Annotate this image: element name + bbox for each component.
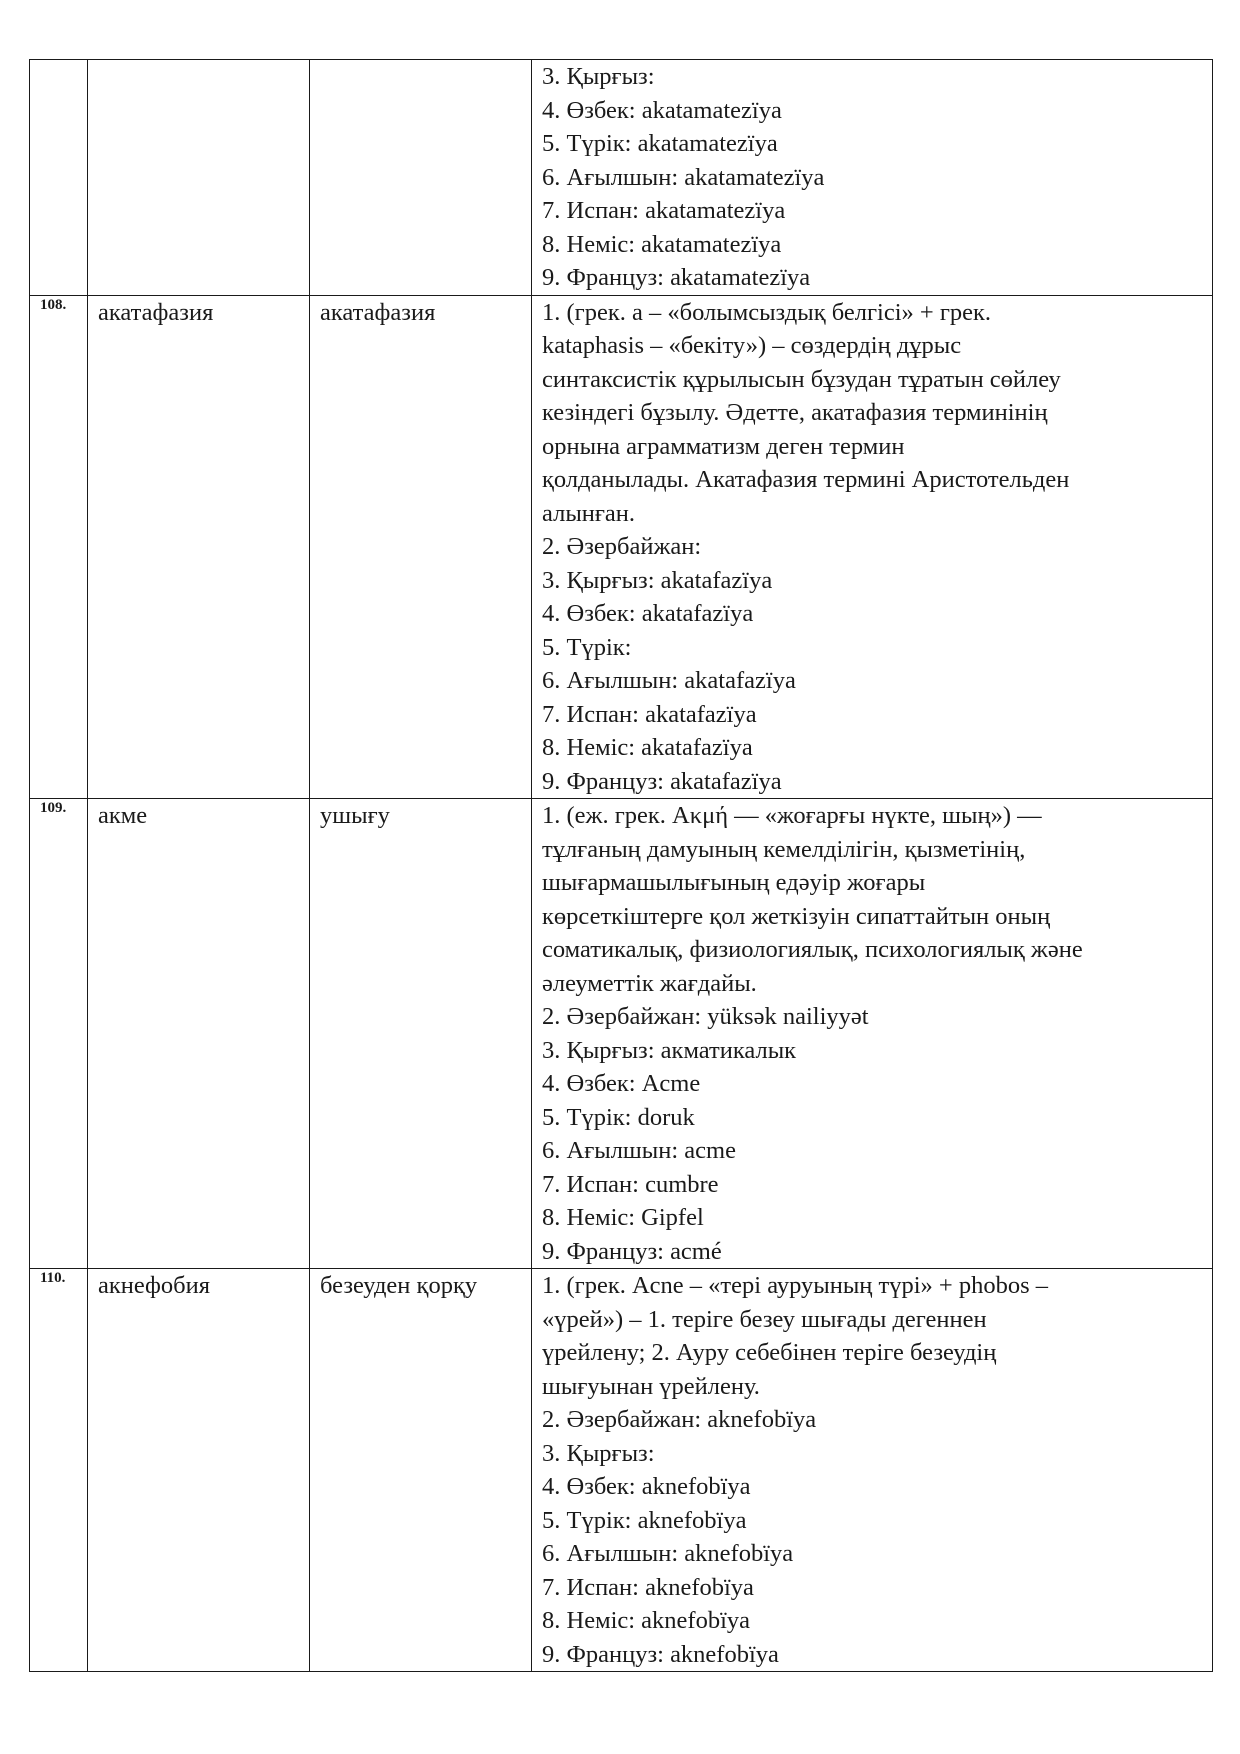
definition-line: 2. Әзербайжан: — [542, 533, 702, 560]
definition-cell — [532, 295, 1213, 799]
definition-line: тұлғаның дамуының кемелділігін, қызметінің, — [542, 835, 1026, 863]
entry-number: 109. — [40, 800, 67, 816]
term: акнефобия — [98, 1272, 211, 1299]
table-row — [30, 799, 1213, 1269]
definition-line: 6. Ағылшын: acme — [542, 1137, 736, 1164]
definition-line: 7. Испан: akatafazïya — [542, 700, 757, 728]
definition-line: 9. Француз: acmé — [542, 1237, 722, 1265]
entry-number-cell — [30, 60, 88, 296]
entry-number-cell — [30, 295, 88, 799]
term-cell — [88, 60, 310, 296]
term: акме — [98, 802, 148, 829]
definition-line: 4. Өзбек: aknefobïya — [542, 1473, 751, 1500]
definition-line: синтаксистік құрылысын бұзудан тұратын сөйлеу — [542, 365, 1061, 393]
term-cell — [88, 799, 310, 1269]
definition-line: қолданылады. Акатафазия термині Аристотельден — [542, 466, 1070, 493]
definition-line: 4. Өзбек: akatamatezïya — [542, 96, 782, 124]
definition-line: 2. Әзербайжан: aknefobïya — [542, 1406, 817, 1433]
table-row — [30, 60, 1213, 296]
definition-line: 1. (еж. грек. Ακμή — «жоғарғы нүкте, шың») — — [542, 802, 1042, 829]
translation-cell — [310, 60, 532, 296]
translation: акатафазия — [320, 298, 436, 326]
table-row — [30, 295, 1213, 799]
definition-line: 1. (грек. а – «болымсыздық белгісі» + грек. — [542, 298, 992, 326]
entry-number: 108. — [40, 296, 67, 313]
definition-line: 6. Ағылшын: aknefobïya — [542, 1540, 794, 1567]
definition-line: 3. Қырғыз: — [542, 63, 655, 90]
definition-line: 7. Испан: akatamatezïya — [542, 197, 786, 224]
definition-line: әлеуметтік жағдайы. — [542, 969, 757, 997]
definition — [532, 1269, 1212, 1671]
entry-number-cell — [30, 799, 88, 1269]
definition — [532, 296, 1212, 799]
definition-line: 5. Түрік: akatamatezïya — [542, 130, 778, 157]
definition-line: 5. Түрік: — [542, 633, 632, 661]
definition-line: 2. Әзербайжан: yüksək nailiyyət — [542, 1003, 869, 1030]
definition-line: 5. Түрік: aknefobïya — [542, 1506, 747, 1534]
glossary-table — [29, 59, 1213, 1672]
definition — [532, 60, 1212, 295]
definition-line: 7. Испан: cumbre — [542, 1170, 719, 1198]
definition-cell — [532, 799, 1213, 1269]
definition-line: 3. Қырғыз: акматикалык — [542, 1036, 797, 1064]
definition-line: шығармашылығының едәуір жоғары — [542, 869, 926, 896]
translation: ушығу — [320, 802, 390, 829]
translation-cell — [310, 295, 532, 799]
translation-cell — [310, 1269, 532, 1672]
definition-line: шығуынан үрейлену. — [542, 1372, 760, 1400]
glossary-table-body — [30, 60, 1213, 1672]
definition-cell — [532, 1269, 1213, 1672]
definition-line: орнына аграмматизм деген термин — [542, 432, 905, 460]
definition-line: 3. Қырғыз: akatafazïya — [542, 566, 773, 594]
definition-line: 4. Өзбек: akatafazïya — [542, 600, 754, 627]
definition-line: 8. Неміс: akatamatezïya — [542, 230, 782, 258]
definition-line: үрейлену; 2. Ауру себебінен теріге безеудің — [542, 1339, 997, 1366]
definition-line: 1. (грек. Acne – «тері ауруының түрі» + phobos – — [542, 1272, 1049, 1299]
definition-line: 3. Қырғыз: — [542, 1439, 655, 1467]
definition-line: 4. Өзбек: Acme — [542, 1070, 701, 1097]
table-row — [30, 1269, 1213, 1672]
definition-line: 8. Неміс: Gipfel — [542, 1204, 704, 1231]
definition-cell — [532, 60, 1213, 296]
translation: безеуден қорқу — [320, 1272, 478, 1299]
definition-line: 9. Француз: akatafazïya — [542, 767, 782, 795]
document-page — [29, 59, 1212, 1672]
entry-number: 110. — [40, 1270, 66, 1286]
definition-line: 5. Түрік: doruk — [542, 1103, 695, 1131]
definition-line: kataphasis – «бекіту») – сөздердің дұрыс — [542, 332, 962, 359]
definition-line: «үрей») – 1. теріге безеу шығады дегеннен — [542, 1305, 987, 1333]
definition-line: 9. Француз: aknefobïya — [542, 1640, 779, 1668]
definition-line: 6. Ағылшын: akatamatezïya — [542, 163, 825, 191]
definition-line: 8. Неміс: aknefobïya — [542, 1607, 751, 1634]
definition-line: 7. Испан: aknefobïya — [542, 1573, 754, 1601]
definition-line: 9. Француз: akatamatezïya — [542, 264, 811, 291]
term: акатафазия — [98, 298, 214, 326]
definition-line: 6. Ағылшын: akatafazïya — [542, 667, 796, 694]
definition-line: соматикалық, физиологиялық, психологиялық және — [542, 936, 1083, 963]
term-cell — [88, 295, 310, 799]
definition-line: алынған. — [542, 499, 636, 527]
definition-line: көрсеткіштерге қол жеткізуін сипаттайтын оның — [542, 902, 1051, 930]
entry-number-cell — [30, 1269, 88, 1672]
definition-line: кезіндегі бұзылу. Әдетте, акатафазия терминінің — [542, 399, 1048, 426]
term-cell — [88, 1269, 310, 1672]
translation-cell — [310, 799, 532, 1269]
definition — [532, 799, 1212, 1268]
definition-line: 8. Неміс: akatafazïya — [542, 734, 753, 761]
